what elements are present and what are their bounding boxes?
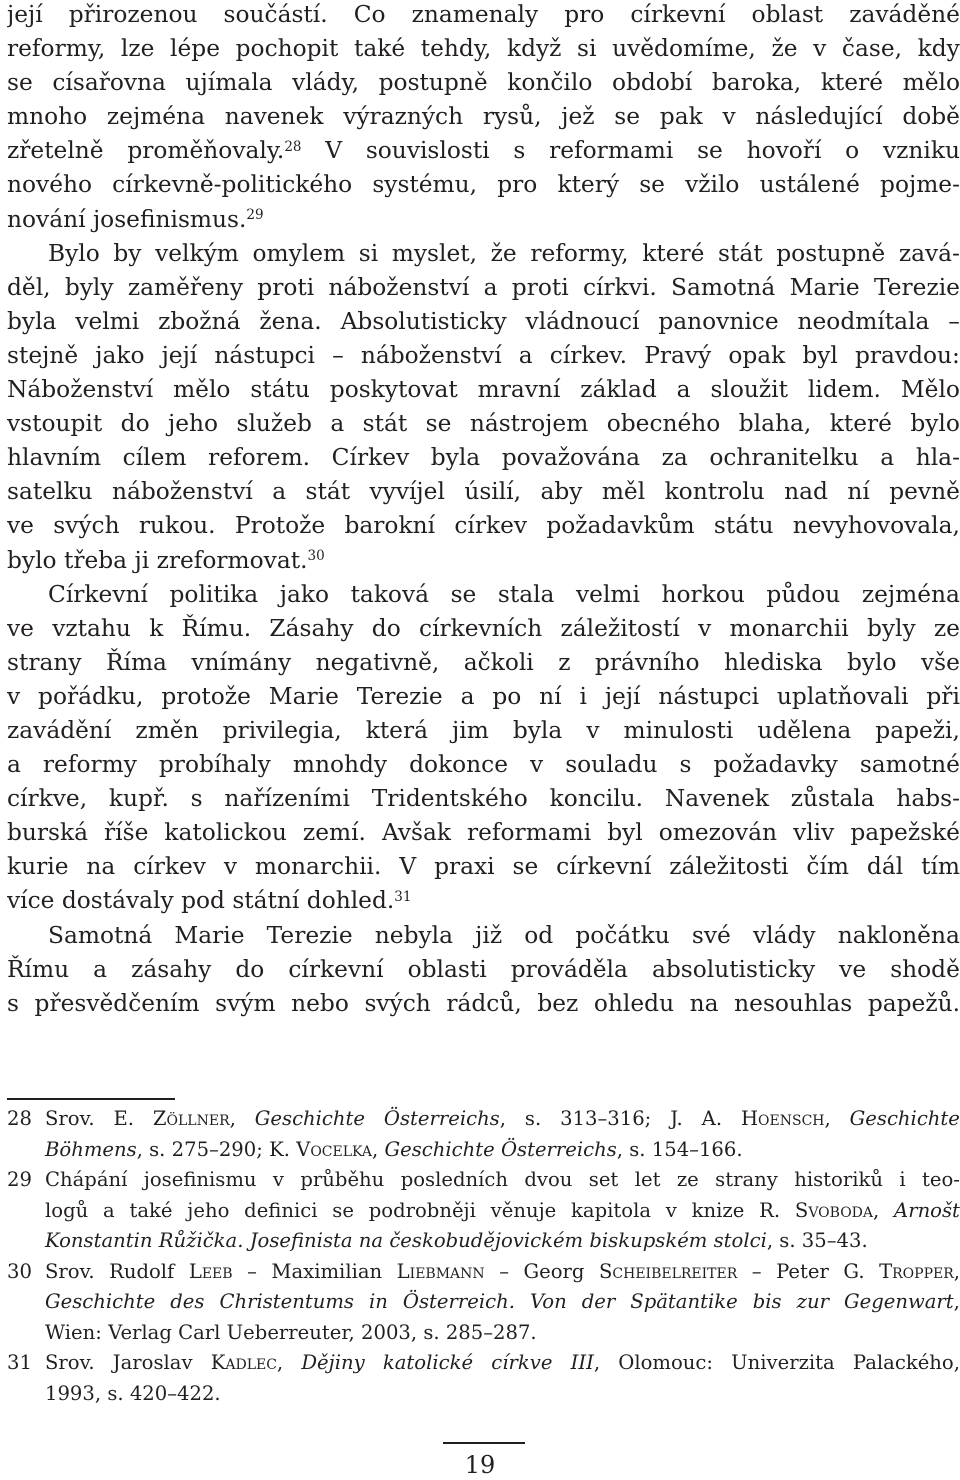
- footnote-reference: 28: [284, 138, 302, 155]
- footnote-line: 28 Srov. E. Zöllner, Geschichte Österreichs, s. 313–316; J. A. Hoensch, Geschichte: [7, 1104, 960, 1135]
- text-line: reformy, lze lépe pochopit také tehdy, když si uvědomíme, že v čase, kdy: [7, 35, 960, 63]
- footnotes: [7, 1104, 960, 1409]
- footnote-line: logů a také jeho definici se podrobněji věnuje kapitola v knize R. Svoboda, Arnošt: [45, 1198, 960, 1222]
- text-line: v pořádku, protože Marie Terezie a po ní i její nástupci uplatňovali při: [7, 682, 960, 710]
- footnote-line: 29 Chápání josefinismu v průběhu posledních dvou set let ze strany historiků i teo-: [7, 1165, 960, 1196]
- footnote-reference: 31: [394, 889, 412, 906]
- footnote-line: Konstantin Růžička. Josefinista na českobudějovickém biskupském stolci , s. 35–43.: [45, 1229, 868, 1252]
- text-line: církve, kupř. s nařízeními Tridentského koncilu. Navenek zůstala habs-: [7, 785, 960, 813]
- text-line: Náboženství mělo státu poskytovat mravní základ a sloužit lidem. Mělo: [7, 376, 960, 404]
- text-line: nového církevně-politického systému, pro který se vžilo ustálené pojme-: [7, 171, 960, 199]
- footnote-line: Böhmens , s. 275–290; K. Vocelka , Geschichte Österreichs , s. 154–166.: [45, 1137, 743, 1161]
- text-line: se císařovna ujímala vlády, postupně končilo období baroka, které mělo: [7, 69, 960, 97]
- text-line: mnoho zejména navenek výrazných rysů, jež se pak v následující době: [7, 103, 960, 131]
- text-line: satelku náboženství a stát vyvíjel úsilí, aby měl kontrolu nad ní pevně: [7, 478, 960, 506]
- text-line: děl, byly zaměřeny proti náboženství a proti církvi. Samotná Marie Terezie: [7, 273, 960, 301]
- footnote-number: 29: [7, 1168, 32, 1191]
- footnote-number: 30: [7, 1259, 32, 1283]
- page-number-rule: [443, 1442, 525, 1444]
- footnote-reference: 29: [246, 207, 264, 224]
- footnote-line: Geschichte des Christentums in Österreich. Von der Spätantike bis zur Gegenwart,: [45, 1290, 960, 1313]
- text-line: stejně jako její nástupci – náboženství a církev. Pravý opak byl pravdou:: [7, 341, 960, 369]
- footnote-separator: [7, 1098, 175, 1100]
- text-line: byla velmi zbožná žena. Absolutisticky vládnoucí panovnice neodmítala –: [7, 307, 960, 335]
- text-line: vstoupit do jeho služeb a stát se nástrojem obecného blaha, které bylo: [7, 410, 960, 438]
- text-line: ve vztahu k Římu. Zásahy do církevních záležitostí v monarchii byly ze: [7, 614, 960, 642]
- text-line: strany Říma vnímány negativně, ačkoli z právního hlediska bylo vše: [7, 648, 960, 676]
- footnote-number: 28: [7, 1107, 32, 1130]
- text-line: Samotná Marie Terezie nebyla již od počátku své vlády nakloněna: [48, 921, 960, 949]
- text-line: ve svých rukou. Protože barokní církev požadavkům státu nevyhovovala,: [7, 512, 960, 540]
- text-line: a reformy probíhaly mnohdy dokonce v souladu s požadavky samotné: [7, 751, 960, 779]
- text-line: Římu a zásahy do církevní oblasti prováděla absolutisticky ve shodě: [7, 955, 960, 983]
- body-text: [7, 0, 960, 1021]
- text-line: bylo třeba ji zreformovat.$^{30}$: [7, 546, 325, 574]
- footnote-line: 31 Srov. Jaroslav Kadlec, Dějiny katolické církve III, Olomouc: Univerzita Palackého,: [7, 1348, 960, 1379]
- text-line: Církevní politika jako taková se stala velmi horkou půdou zejména: [48, 580, 960, 608]
- text-line: zřetelně proměňovaly.$^{28}$ V souvislosti s reformami se hovoří o vzniku: [7, 137, 960, 165]
- text-line: zavádění změn privilegia, která jim byla v minulosti udělena papeži,: [7, 716, 960, 744]
- text-line: Bylo by velkým omylem si myslet, že reformy, které stát postupně zavá-: [48, 239, 960, 267]
- text-line: více dostávaly pod státní dohled.$^{31}$: [7, 887, 412, 915]
- footnote-number: 31: [7, 1351, 32, 1374]
- page-number: 19: [464, 1451, 496, 1479]
- footnote-line: 30 Srov. Rudolf Leeb – Maximilian Liebmann – Georg Scheibelreiter – Peter G. Tropper,: [7, 1257, 960, 1288]
- text-line: nování josefinismus.$^{29}$: [7, 205, 264, 233]
- text-line: její přirozenou součástí. Co znamenaly pro církevní oblast zaváděné: [7, 1, 960, 28]
- footnote-line: 1993, s. 420–422.: [45, 1381, 221, 1405]
- footnote-line: Wien: Verlag Carl Ueberreuter, 2003, s. 285–287.: [45, 1320, 537, 1344]
- text-line: hlavním cílem reforem. Církev byla považována za ochranitelku a hla-: [7, 444, 960, 472]
- footnote-reference: 30: [307, 548, 325, 565]
- text-line: s přesvědčením svým nebo svých rádců, bez ohledu na nesouhlas papežů.: [7, 989, 960, 1017]
- text-line: burská říše katolickou zemí. Avšak reformami byl omezován vliv papežské: [7, 819, 960, 847]
- text-line: kurie na církev v monarchii. V praxi se církevní záležitosti čím dál tím: [7, 853, 960, 881]
